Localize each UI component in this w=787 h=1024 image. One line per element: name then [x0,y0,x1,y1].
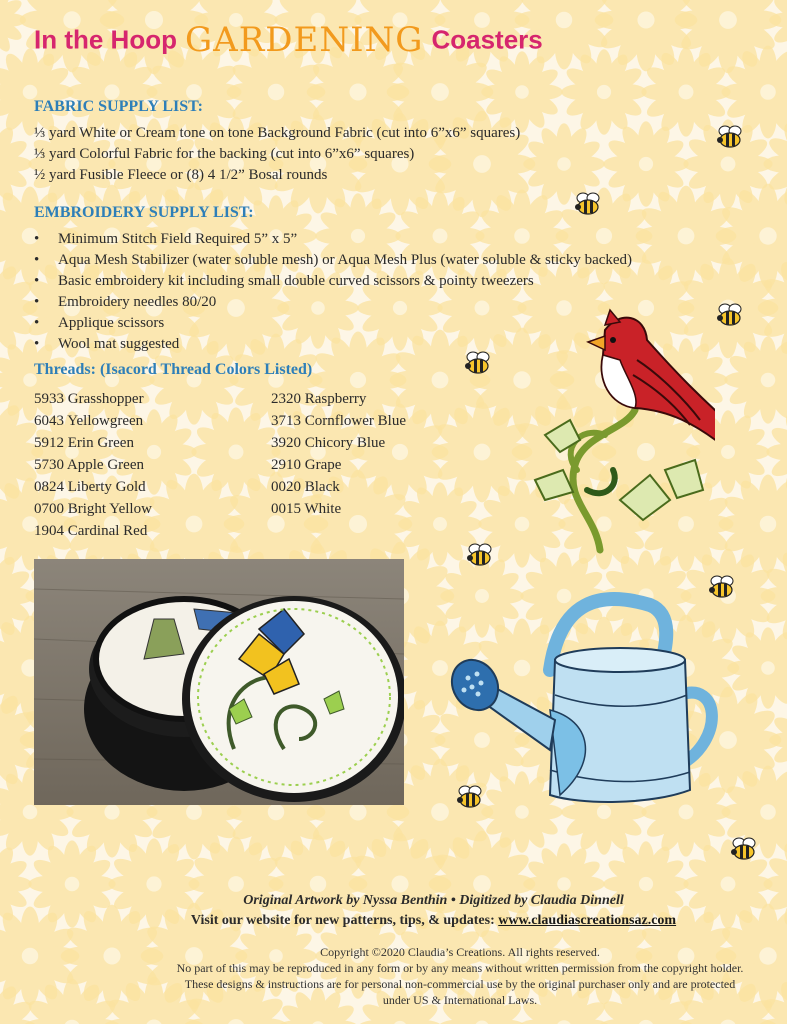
threads-column-2 [271,388,406,520]
threads-heading: Threads: (Isacord Thread Colors Listed) [34,361,313,378]
thread-color: 5933 Grasshopper [34,391,144,407]
fabric-supply-list [34,123,520,186]
thread-color: 0700 Bright Yellow [34,501,152,517]
threads-column-1 [34,388,152,542]
list-item: • Applique scissors [34,313,632,334]
embroidery-supply-heading: EMBROIDERY SUPPLY LIST: [34,204,254,221]
title-part-3: Coasters [431,24,543,55]
copyright-line: Copyright ©2020 Claudia’s Creations. All rights reserved. [320,945,600,959]
thread-color: 5730 Apple Green [34,457,144,473]
list-item: • Wool mat suggested [34,334,632,355]
list-item: • Embroidery needles 80/20 [34,292,632,313]
thread-color: 2910 Grape [271,457,342,473]
thread-color: 3713 Cornflower Blue [271,413,406,429]
thread-color: 6043 Yellowgreen [34,413,144,429]
fabric-line: ½ yard Fusible Fleece or (8) 4 1/2” Bosal rounds [34,167,328,183]
watering-can-illustration [450,590,720,820]
website-text: Visit our website for new patterns, tips, & updates: [190,913,499,928]
copyright-block [170,944,750,1008]
artwork-credit: Original Artwork by Nyssa Benthin • Digitized by Claudia Dinnell [243,893,624,908]
title-part-1: In the Hoop [34,24,177,55]
list-item: • Minimum Stitch Field Required 5” x 5” [34,229,632,250]
website-line [0,911,787,931]
title-gardening: GARDENING [184,20,424,60]
thread-color: 0015 White [271,501,342,517]
thread-color: 2320 Raspberry [271,391,367,407]
fabric-supply-heading: FABRIC SUPPLY LIST: [34,98,203,115]
coasters-photo [34,559,404,805]
thread-color: 0824 Liberty Gold [34,479,146,495]
page-title [34,20,543,60]
fabric-line: ⅓ yard Colorful Fabric for the backing (cut into 6”x6” squares) [34,146,415,162]
list-item: • Basic embroidery kit including small double curved scissors & pointy tweezers [34,271,632,292]
thread-color: 3920 Chicory Blue [271,435,386,451]
thread-color: 5912 Erin Green [34,435,134,451]
credits [0,891,787,931]
copyright-notice: No part of this may be reproduced in any form or by any means without written permission from the copyright holder. These designs & instructions are for personal non-commercial use by the original purchaser only and are protected under US & International Laws. [176,961,744,1007]
website-link[interactable]: www.claudiascreationsaz.com [498,913,677,928]
fabric-line: ⅓ yard White or Cream tone on tone Background Fabric (cut into 6”x6” squares) [34,125,521,141]
list-item: • Aqua Mesh Stabilizer (water soluble mesh) or Aqua Mesh Plus (water soluble & sticky backed) [34,250,632,271]
thread-color: 1904 Cardinal Red [34,523,148,539]
cardinal-illustration [525,300,715,560]
thread-color: 0020 Black [271,479,340,495]
